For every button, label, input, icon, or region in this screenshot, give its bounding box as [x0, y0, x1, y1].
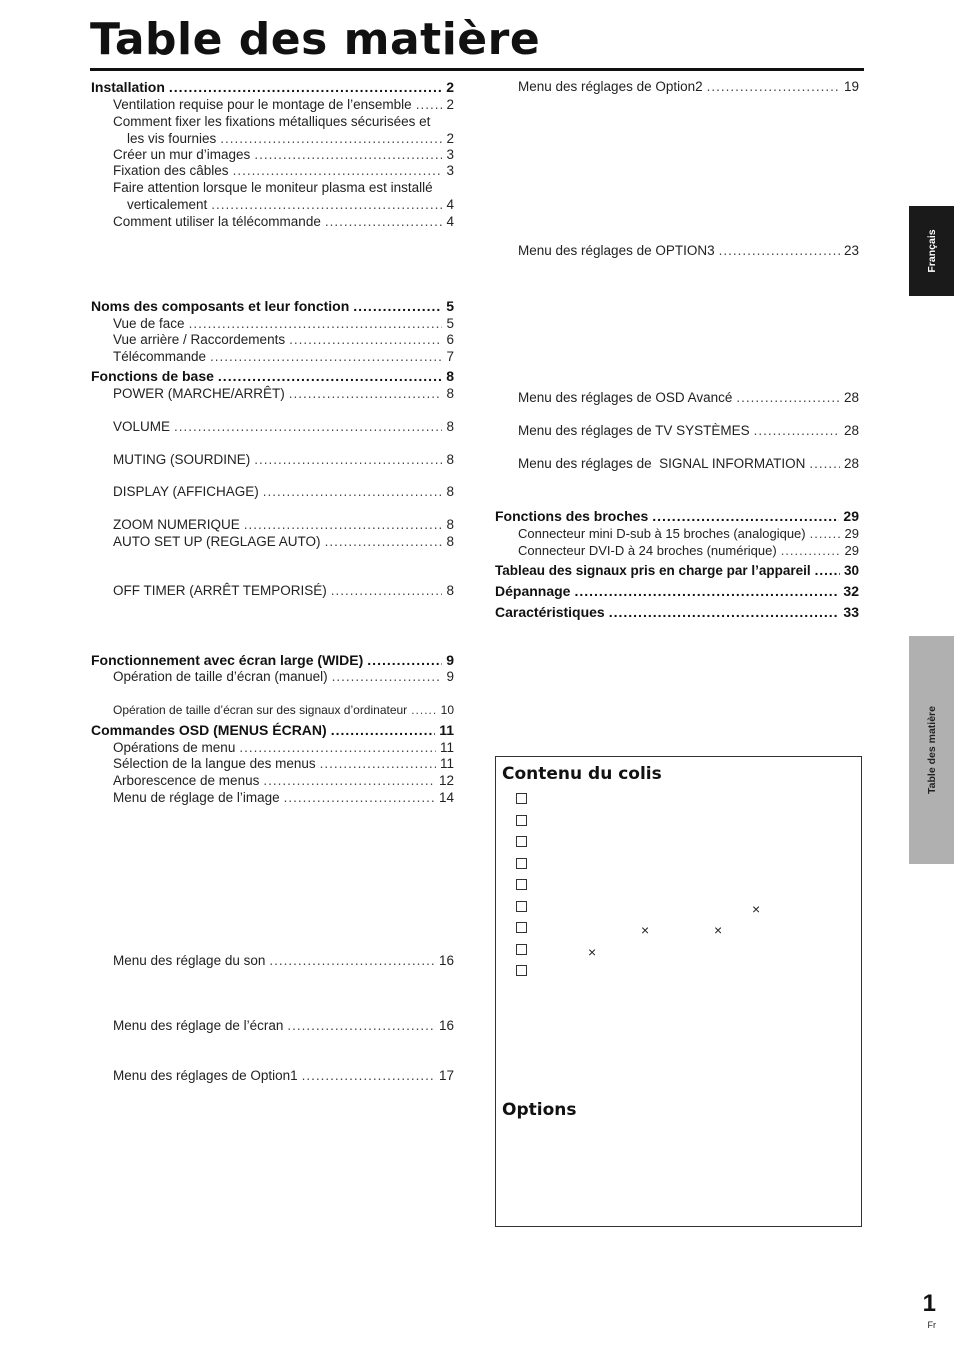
- toc-text: Opération de taille d’écran (manuel): [113, 669, 328, 684]
- toc-page: 17: [438, 1068, 454, 1083]
- toc-page: 28: [843, 390, 859, 405]
- toc-page: 4: [446, 197, 454, 212]
- language-code: Fr: [927, 1320, 936, 1330]
- toc-entry[interactable]: [113, 755, 454, 772]
- toc-leader: [707, 78, 840, 95]
- toc-page: 8: [446, 583, 454, 598]
- checkbox-icon[interactable]: [516, 944, 527, 955]
- toc-entry[interactable]: [113, 668, 454, 685]
- toc-leader: [609, 604, 840, 621]
- toc-entry[interactable]: [113, 213, 454, 230]
- toc-section-depannage[interactable]: [495, 583, 859, 600]
- toc-text: Menu des réglages de OSD Avancé: [518, 390, 733, 405]
- toc-page: 8: [446, 484, 454, 499]
- toc-text: MUTING (SOURDINE): [113, 452, 251, 467]
- package-contents-box: [495, 756, 862, 1227]
- toc-entry[interactable]: [113, 772, 454, 789]
- toc-text: Caractéristiques: [495, 604, 605, 620]
- toc-text: ZOOM NUMERIQUE: [113, 517, 240, 532]
- toc-entry[interactable]: [113, 146, 454, 163]
- toc-text: Créer un mur d’images: [113, 147, 251, 162]
- toc-leader: [289, 331, 442, 348]
- checkbox-icon[interactable]: [516, 922, 527, 933]
- toc-entry[interactable]: [518, 242, 859, 259]
- toc-page: 11: [439, 722, 454, 738]
- toc-entry[interactable]: [518, 422, 859, 439]
- toc-leader: [233, 162, 443, 179]
- checkbox-icon[interactable]: [516, 793, 527, 804]
- toc-entry[interactable]: [518, 455, 859, 472]
- toc-page: 8: [446, 419, 454, 434]
- toc-text: Connecteur mini D-sub à 15 broches (analogique): [518, 526, 806, 541]
- toc-text: Opération de taille d’écran sur des signaux d’ordinateur: [113, 703, 408, 717]
- toc-page: 9: [446, 669, 454, 684]
- toc-entry[interactable]: [113, 516, 454, 533]
- toc-entry[interactable]: [127, 130, 454, 147]
- times-symbol: ×: [588, 944, 597, 960]
- toc-text: Menu des réglages de SIGNAL INFORMATION: [518, 456, 806, 471]
- toc-entry[interactable]: [113, 96, 454, 113]
- toc-leader: [325, 213, 443, 230]
- toc-page: 8: [446, 517, 454, 532]
- language-tab-label: Français: [925, 229, 938, 273]
- toc-page: 8: [446, 368, 454, 384]
- options-heading: Options: [502, 1100, 577, 1120]
- section-tab-label: Table des matière: [925, 706, 938, 794]
- toc-page: 28: [843, 456, 859, 471]
- toc-page: 29: [844, 526, 859, 541]
- toc-leader: [331, 722, 435, 739]
- toc-page: 14: [438, 790, 454, 805]
- checkbox-icon[interactable]: [516, 815, 527, 826]
- toc-page: 2: [446, 131, 454, 146]
- toc-leader: [220, 130, 442, 147]
- toc-text: Tableau des signaux pris en charge par l’appareil: [495, 563, 811, 578]
- toc-entry[interactable]: [113, 385, 454, 402]
- checkbox-icon[interactable]: [516, 836, 527, 847]
- checkbox-icon[interactable]: [516, 879, 527, 890]
- toc-entry[interactable]: [113, 533, 454, 550]
- toc-leader: [302, 1067, 435, 1084]
- toc-entry[interactable]: [113, 952, 454, 969]
- toc-text: Vue arrière / Raccordements: [113, 332, 286, 347]
- toc-page: 28: [843, 423, 859, 438]
- toc-entry[interactable]: [518, 525, 859, 542]
- toc-leader: [325, 533, 443, 550]
- toc-page: 6: [446, 332, 454, 347]
- toc-leader: [331, 582, 443, 599]
- toc-leader: [254, 146, 442, 163]
- toc-page: 29: [844, 543, 859, 558]
- toc-leader: [411, 702, 436, 719]
- toc-entry[interactable]: [518, 389, 859, 406]
- toc-text: les vis fournies: [127, 131, 217, 146]
- toc-text: Dépannage: [495, 583, 571, 599]
- checkbox-icon[interactable]: [516, 901, 527, 912]
- toc-leader: [574, 583, 839, 600]
- toc-leader: [353, 298, 442, 315]
- toc-section-osd[interactable]: [91, 722, 454, 739]
- section-tab[interactable]: [909, 636, 954, 864]
- toc-page: 9: [446, 652, 454, 668]
- toc-page: 30: [843, 563, 859, 578]
- toc-leader: [210, 348, 442, 365]
- toc-text: Fonctions de base: [91, 368, 214, 384]
- toc-entry[interactable]: [113, 789, 454, 806]
- toc-page: 8: [446, 452, 454, 467]
- toc-leader: [809, 455, 840, 472]
- toc-text: VOLUME: [113, 419, 171, 434]
- toc-text: Menu des réglage de l’écran: [113, 1018, 284, 1033]
- toc-entry[interactable]: [113, 1067, 454, 1084]
- toc-entry[interactable]: [113, 1017, 454, 1034]
- toc-entry[interactable]: [113, 582, 454, 599]
- toc-page: 32: [843, 583, 859, 599]
- toc-entry[interactable]: [113, 162, 454, 179]
- toc-text: Connecteur DVI-D à 24 broches (numérique): [518, 543, 777, 558]
- language-tab[interactable]: [909, 206, 954, 296]
- toc-leader: [244, 516, 443, 533]
- toc-entry[interactable]: [127, 196, 454, 213]
- toc-section-caracteristiques[interactable]: [495, 604, 859, 621]
- toc-page: 19: [843, 79, 859, 94]
- toc-text: Menu des réglages de Option2: [518, 79, 703, 94]
- toc-leader: [719, 242, 840, 259]
- toc-leader: [320, 755, 436, 772]
- toc-leader: [781, 542, 841, 559]
- toc-leader: [754, 422, 840, 439]
- toc-entry[interactable]: [113, 418, 454, 435]
- toc-text: verticalement: [127, 197, 208, 212]
- toc-page: 11: [439, 756, 454, 771]
- toc-entry[interactable]: [113, 348, 454, 365]
- times-symbol: ×: [641, 922, 650, 938]
- toc-text: Comment utiliser la télécommande: [113, 214, 321, 229]
- toc-text: Menu des réglages de TV SYSTÈMES: [518, 423, 750, 438]
- times-symbol: ×: [752, 901, 761, 917]
- toc-entry-line[interactable]: Comment fixer les fixations métalliques sécurisées et: [113, 114, 431, 129]
- toc-leader: [284, 789, 435, 806]
- toc-leader: [263, 483, 443, 500]
- toc-entry[interactable]: [518, 78, 859, 95]
- toc-page: 3: [446, 163, 454, 178]
- toc-text: Opérations de menu: [113, 740, 236, 755]
- toc-page: 2: [446, 97, 454, 112]
- toc-entry[interactable]: [113, 483, 454, 500]
- toc-text: Noms des composants et leur fonction: [91, 298, 350, 314]
- toc-leader: [211, 196, 442, 213]
- toc-section-tableau-signaux[interactable]: [495, 562, 859, 579]
- toc-leader: [332, 668, 443, 685]
- toc-page: 5: [446, 298, 454, 314]
- toc-text: Ventilation requise pour le montage de l’ensemble: [113, 97, 412, 112]
- toc-text: Menu des réglages de Option1: [113, 1068, 298, 1083]
- toc-leader: [416, 96, 443, 113]
- toc-text: Télécommande: [113, 349, 207, 364]
- toc-page: 12: [438, 773, 454, 788]
- toc-section-wide[interactable]: [91, 652, 454, 669]
- toc-leader: [287, 1017, 435, 1034]
- toc-leader: [810, 525, 841, 542]
- toc-section-fonctions-de-base[interactable]: [91, 368, 454, 385]
- toc-page: 2: [446, 79, 454, 95]
- toc-leader: [239, 739, 436, 756]
- toc-text: Commandes OSD (MENUS ÉCRAN): [91, 722, 327, 738]
- page-title: Table des matière: [90, 14, 541, 65]
- toc-leader: [815, 562, 840, 579]
- toc-leader: [254, 451, 442, 468]
- toc-section-broches[interactable]: [495, 508, 859, 525]
- toc-text: Fonctionnement avec écran large (WIDE): [91, 652, 364, 668]
- toc-page: 33: [843, 604, 859, 620]
- title-rule: [90, 68, 864, 71]
- toc-leader: [736, 389, 840, 406]
- times-symbol: ×: [714, 922, 723, 938]
- toc-page: 16: [438, 1018, 454, 1033]
- checkbox-icon[interactable]: [516, 965, 527, 976]
- toc-text: Arborescence de menus: [113, 773, 260, 788]
- toc-page: 5: [446, 316, 454, 331]
- toc-page: 8: [446, 534, 454, 549]
- toc-entry[interactable]: [113, 702, 454, 719]
- toc-page: 8: [446, 386, 454, 401]
- toc-entry[interactable]: [113, 331, 454, 348]
- toc-entry-line[interactable]: Faire attention lorsque le moniteur plasma est installé: [113, 180, 433, 195]
- toc-leader: [289, 385, 443, 402]
- package-contents-heading: Contenu du colis: [502, 764, 662, 784]
- toc-entry[interactable]: [113, 451, 454, 468]
- toc-page: 11: [439, 740, 454, 755]
- toc-text: Fixation des câbles: [113, 163, 229, 178]
- toc-text: POWER (MARCHE/ARRÊT): [113, 386, 285, 401]
- toc-text: Menu des réglages de OPTION3: [518, 243, 715, 258]
- page-number: 1: [922, 1290, 936, 1317]
- toc-entry[interactable]: [113, 315, 454, 332]
- checkbox-icon[interactable]: [516, 858, 527, 869]
- toc-section-composants[interactable]: [91, 298, 454, 315]
- toc-leader: [269, 952, 435, 969]
- toc-leader: [218, 368, 442, 385]
- toc-entry[interactable]: [113, 739, 454, 756]
- toc-leader: [174, 418, 442, 435]
- toc-entry[interactable]: [518, 542, 859, 559]
- toc-leader: [367, 652, 442, 669]
- toc-page: 7: [446, 349, 454, 364]
- toc-text: Menu des réglage du son: [113, 953, 266, 968]
- toc-text: OFF TIMER (ARRÊT TEMPORISÉ): [113, 583, 327, 598]
- toc-text: Sélection de la langue des menus: [113, 756, 316, 771]
- toc-text: DISPLAY (AFFICHAGE): [113, 484, 259, 499]
- toc-text: Installation: [91, 79, 165, 95]
- toc-text: Menu de réglage de l’image: [113, 790, 280, 805]
- toc-leader: [189, 315, 443, 332]
- toc-page: 16: [438, 953, 454, 968]
- toc-leader: [263, 772, 435, 789]
- toc-section-installation[interactable]: [91, 79, 454, 96]
- toc-page: 3: [446, 147, 454, 162]
- toc-page: 4: [446, 214, 454, 229]
- toc-page: 10: [440, 703, 454, 717]
- toc-text: AUTO SET UP (REGLAGE AUTO): [113, 534, 321, 549]
- toc-text: Vue de face: [113, 316, 185, 331]
- toc-leader: [169, 79, 442, 96]
- toc-leader: [652, 508, 839, 525]
- toc-page: 29: [843, 508, 859, 524]
- toc-page: 23: [843, 243, 859, 258]
- toc-text: Fonctions des broches: [495, 508, 649, 524]
